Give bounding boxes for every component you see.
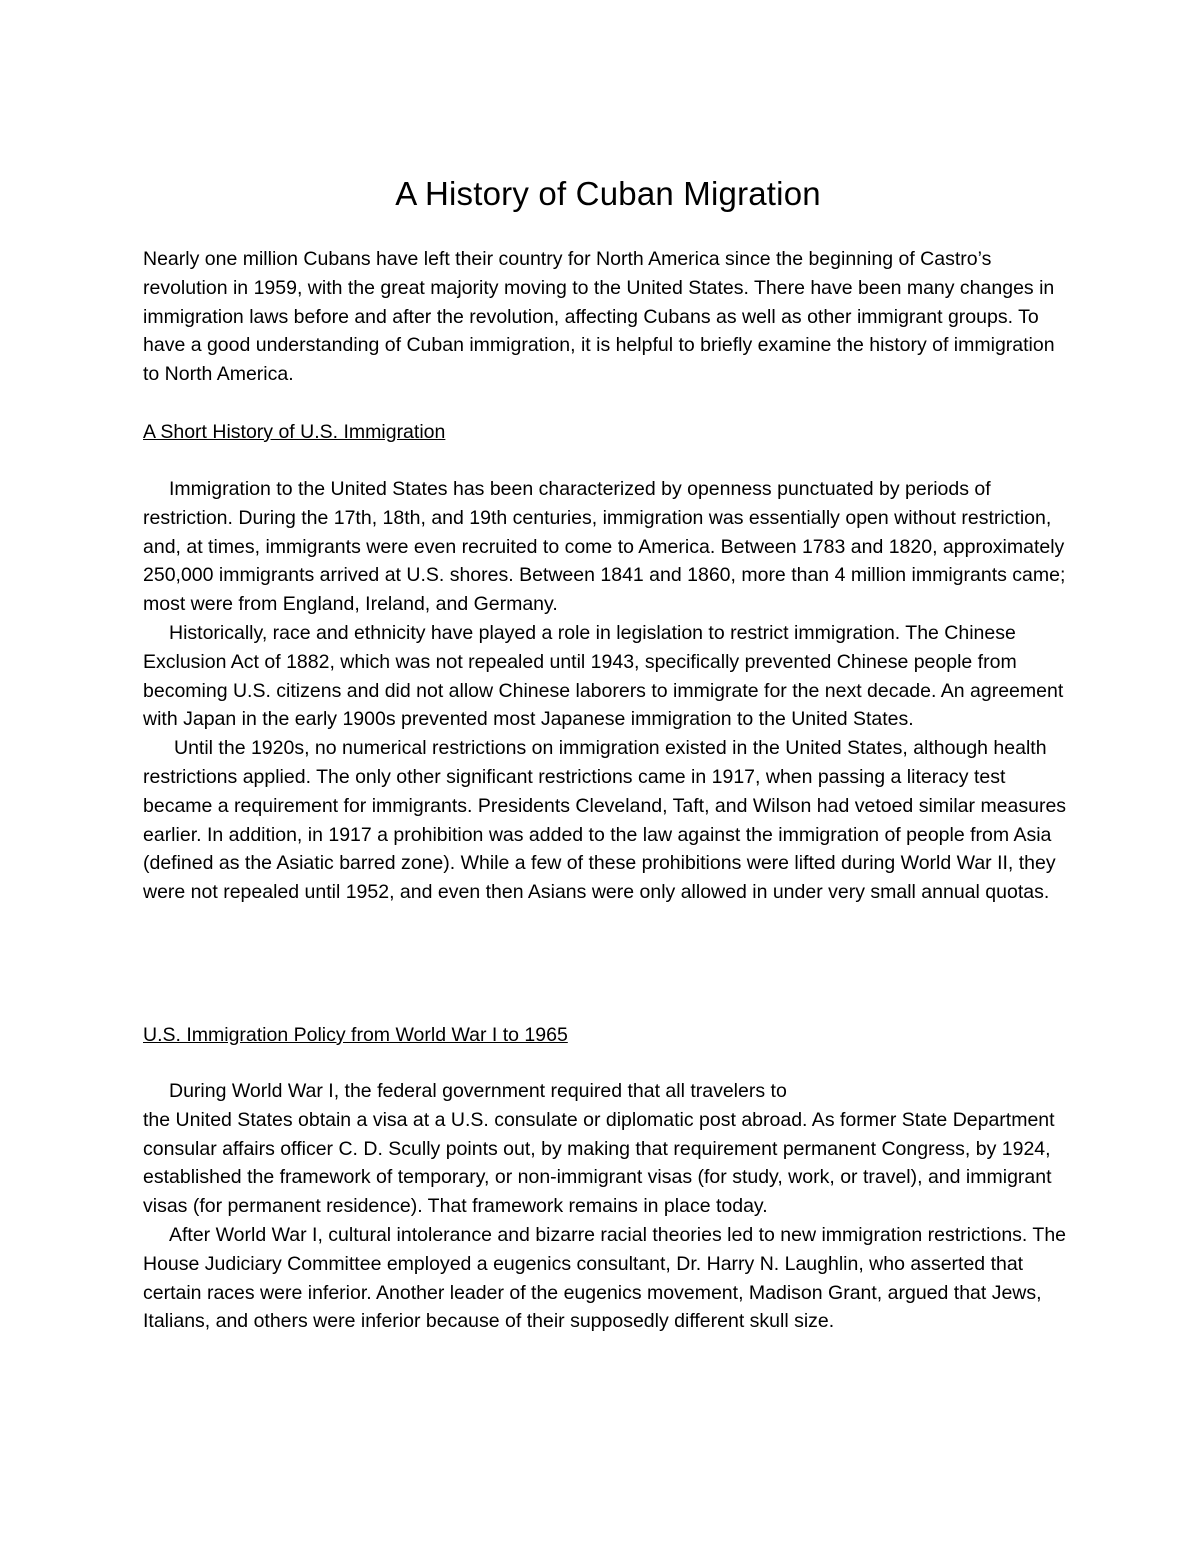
- intro-paragraph: Nearly one million Cubans have left their country for North America since the beginning of Castro’s revolution in 1959, with the great majority moving to the United States. There have been many changes in immigration laws before and after the revolution, affecting Cubans as well as other immigrant groups. To have a good understanding of Cuban immigration, it is helpful to briefly examine the history of immigration to North America.: [143, 248, 1055, 386]
- section2-paragraph-1-rest: the United States obtain a visa at a U.S. consulate or diplomatic post abroad. As former State Department consular affairs officer C. D. Scully points out, by making that requirement permanent Congress, by 1924, established the framework of temporary, or non-immigrant visas (for study, work, or travel), and immigrant visas (for permanent residence). That framework remains in place today.: [143, 1108, 1055, 1218]
- section-heading-policy-1965: U.S. Immigration Policy from World War I to 1965: [143, 1024, 568, 1046]
- section-heading-short-history: A Short History of U.S. Immigration: [143, 421, 446, 443]
- section1-body: [143, 475, 1073, 907]
- document-title: A History of Cuban Migration: [395, 175, 821, 212]
- section2-paragraph-1-line-1: During World War I, the federal government required that all travelers to: [169, 1080, 787, 1102]
- section2-paragraph-2: After World War I, cultural intolerance and bizarre racial theories led to new immigration restrictions. The House Judiciary Committee employed a eugenics consultant, Dr. Harry N. Laughlin, who asserted that certain races were inferior. Another leader of the eugenics movement, Madison Grant, argued that Jews, Italians, and others were inferior because of their supposedly different skull size.: [143, 1223, 1067, 1333]
- intro-paragraph-block: [143, 245, 1073, 389]
- section1-paragraph-3: Until the 1920s, no numerical restrictions on immigration existed in the United States, although health restrictions applied. The only other significant restrictions came in 1917, when passing a literacy test became a requirement for immigrants. Presidents Cleveland, Taft, and Wilson had vetoed similar measures earlier. In addition, in 1917 a prohibition was added to the law against the immigration of people from Asia (defined as the Asiatic barred zone). While a few of these prohibitions were lifted during World War II, they were not repealed until 1952, and even then Asians were only allowed in under very small annual quotas.: [143, 737, 1067, 904]
- section2-body: [143, 1077, 1073, 1336]
- section1-paragraph-2: Historically, race and ethnicity have played a role in legislation to restrict immigration. The Chinese Exclusion Act of 1882, which was not repealed until 1943, specifically prevented Chinese people from becoming U.S. citizens and did not allow Chinese laborers to immigrate for the next decade. An agreement with Japan in the early 1900s prevented most Japanese immigration to the United States.: [143, 621, 1064, 731]
- section1-paragraph-1: Immigration to the United States has been characterized by openness punctuated by periods of restriction. During the 17th, 18th, and 19th centuries, immigration was essentially open without restriction, and, at times, immigrants were even recruited to come to America. Between 1783 and 1820, approximately 250,000 immigrants arrived at U.S. shores. Between 1841 and 1860, more than 4 million immigrants came; most were from England, Ireland, and Germany.: [143, 478, 1066, 616]
